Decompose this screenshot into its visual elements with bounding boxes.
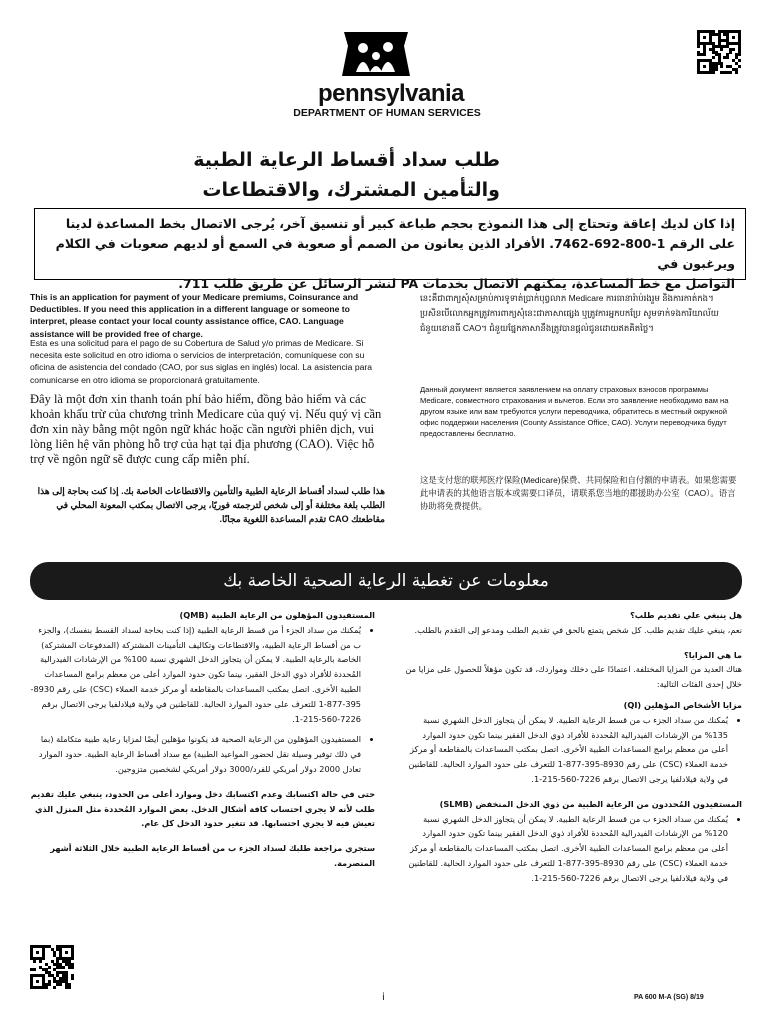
qr-module <box>715 68 718 71</box>
department-name: DEPARTMENT OF HUMAN SERVICES <box>293 107 481 119</box>
benefits-text: هناك العديد من المزايا المختلفة. اعتمادًا على دخلك ومواردك، قد تكون مؤهلاً للحصول على مزايا من خلال إحدى الفئات التالية: <box>405 664 742 690</box>
notice-line-3: التواصل مع خط المساعدة، يمكنهم الاتصال بخدمات PA لنشر الرسائل عن طريق طلب 711. <box>178 276 735 291</box>
qr-module <box>738 53 741 56</box>
qr-module <box>71 957 74 960</box>
qr-module <box>726 56 729 59</box>
qr-module <box>738 59 741 62</box>
qr-module <box>729 51 732 54</box>
qr-module <box>42 957 45 960</box>
qr-module <box>45 986 48 989</box>
spanish-notice: Esta es una solicitud para el pago de su Cobertura de Salud y/o primas de Medicare. Si necesita este solicitud en otro idioma o servicios de interpretación, comuníquese con su oficina de asistencia del condado (CAO, por sus siglas en inglés) local. La asistencia para comunicarse en otro idioma se proporcionará gratuitamente. <box>30 338 373 385</box>
title-line-1: طلب سداد أقساط الرعاية الطبية <box>193 149 500 171</box>
qr-module <box>703 36 706 39</box>
qr-module <box>712 56 715 59</box>
arabic-notice: هذا طلب لسداد أقساط الرعاية الطبية والتأمين والاقتطاعات الخاصة بك. إذا كنت بحاجة إلى هذا الطلب بلغة مختلفة أو إلى شخص لترجمته فوريًا، يرجى الاتصال بمكتب المعونة المحلي في مقاطعتك CAO تقدم المساعدة اللغوية مجانًا. <box>37 486 385 524</box>
qr-module <box>53 986 56 989</box>
income-note: حتى في حالة اكتسابك وعدم اكتسابك دخل وموارد أعلى من الحدود، ينبغي عليك تقديم طلب لأنه لا يجري احتساب كافة أشكال الدخل. بعض الموارد المُحددة مثل المنزل الذي تعيش فيه لا يجري احتسابها. قد تتغير حدود الدخل كل عام. <box>30 788 375 829</box>
qmb-heading: المستفيدون المؤهلون من الرعاية الطبية (QMB) <box>179 610 375 620</box>
qr-module <box>68 986 71 989</box>
left-column <box>30 608 375 871</box>
qr-code <box>30 945 74 989</box>
qr-module <box>33 968 36 971</box>
qr-module <box>738 65 741 68</box>
english-notice: This is an application for payment of your Medicare premiums, Coinsurance and Deductibles. If you need this application in a different language or someone to interpret, please contact your local county assistance office, CAO. Language assistance will be provided free of charge. <box>30 292 359 339</box>
qr-module <box>71 977 74 980</box>
title-line-2: والتأمين المشترك، والاقتطاعات <box>202 179 500 201</box>
review-note: ستجري مراجعة طلبك لسداد الجزء ب من أقساط الرعاية الطبية خلال الثلاثة أشهر المنصرمة. <box>50 843 375 868</box>
section-banner: معلومات عن تغطية الرعاية الصحية الخاصة بك <box>30 562 742 600</box>
qr-module <box>703 65 706 68</box>
page-number: i <box>382 992 385 1003</box>
qmb-item-2: • المستفيدون المؤهلون من الرعاية الصحية قد يكونوا مؤهلين أيضًا لمزايا رعاية طبية متكاملة (بما في ذلك توفير وسيلة نقل لحضور المواعيد الطبية) مع سداد أقساط الرعاية الطبية. حدود الموارد تعادل 2000 دولار أمريكي للفرد/3000 دولار أمريكي لشخصين متزوجين. <box>30 732 361 776</box>
vietnamese-notice: Đây là một đơn xin thanh toán phí bảo hiểm, đồng bảo hiểm và các khoản khấu trừ của chương trình Medicare của quý vị. Nếu quý vị cần đơn xin này bằng một ngôn ngữ khác hoặc cần người phiên dịch, vui lòng liên hệ văn phòng hỗ trợ của hạt tại địa phương (CAO). Việc hỗ trợ về ngôn ngữ sẽ được cung cấp miễn phí. <box>30 392 382 466</box>
qi-item: • يُمكنك من سداد الجزء ب من قسط الرعاية الطبية. لا يمكن أن يتجاوز الدخل الشهري نسبة 135% من الإرشادات الفيدرالية المُحددة للأفراد ذوي الدخل الفقير بينما تكون حدود الموارد أعلى من معظم برامج المساعدات الطبية الأخرى. اتصل بمكتب المساعدات بالمقاطعة أو مركز خدمة العملاء (CSC) على رقم 8930-395-877-1 للتعرف على حدود الموارد الحالية. للقاطنين في ولاية فيلادلفيا يرجى الاتصال برقم 7226-560-215-1. <box>404 713 728 787</box>
qr-module <box>62 966 65 969</box>
qi-heading: مزايا الأشخاص المؤهلين (QI) <box>623 699 742 710</box>
who-should-apply-heading: هل ينبغي علي تقديم طلب؟ <box>630 610 742 620</box>
qr-module <box>720 65 723 68</box>
qr-module <box>735 71 738 74</box>
qr-module <box>36 980 39 983</box>
form-number: PA 600 M-A (SG) 8/19 <box>634 994 704 1001</box>
qr-module <box>729 71 732 74</box>
brand-name: pennsylvania <box>317 80 465 107</box>
qr-module <box>33 960 36 963</box>
qr-module <box>48 983 51 986</box>
keystone-logo <box>330 28 422 78</box>
qr-module <box>36 951 39 954</box>
who-should-apply-text: نعم، ينبغي عليك تقديم طلب. كل شخص يتمتع بالحق في تقديم الطلب ومدعو إلى التقدم بالطلب. <box>414 624 742 635</box>
qr-module <box>39 960 42 963</box>
qr-module <box>732 36 735 39</box>
russian-notice: Данный документ является заявлением на оплату страховых взносов программы Medicare, совместного страхования и вычетов. Если это заявление необходимо вам на другом языке или вам требуются услуги переводчика, обратитесь в местный окружной офис поддержки населения (County Assistance Office, CAO). Услуги переводчика будут предоставлены бесплатно. <box>420 385 729 438</box>
qr-module <box>697 45 700 48</box>
benefits-heading: ما هي المزايا؟ <box>684 649 742 660</box>
qr-module <box>720 48 723 51</box>
qr-module <box>48 966 51 969</box>
accessibility-notice <box>34 208 746 291</box>
qmb-item-1: • يُمكنك من سداد الجزء أ من قسط الرعاية الطبية (إذا كنت بحاجة لسداد القسط بنفسك)، والجزء ب من أقساط الرعاية الطبية، والاقتطاعات وتكاليف التأمينات المشتركة (المدفوعات المشتركة) الخاصة بالرعاية الطبية. لا يمكن أن يتجاوز الدخل الشهري نسبة 100% من الإرشادات الفيدرالية المُحددة للأفراد ذوي الدخل الفقير، بينما تكون حدود الموارد أعلى من معظم برامج المساعدات الطبية الأخرى. اتصل بمكتب المساعدات بالمقاطعة أو مركز خدمة العملاء (CSC) على رقم 8930-395-877-1 للتعرف على حدود الموارد الحالية. للقاطنين في ولاية فيلادلفيا يرجى الاتصال برقم 7226-560-215-1. <box>30 623 361 727</box>
qr-module <box>732 48 735 51</box>
chinese-notice: 这是支付您的联邦医疗保险(Medicare)保费、共同保险和自付额的申请表。如果您需要此申请表的其他语言版本或需要口译员，请联系您当地的郡援助办公室（CAO）。语言协助将免费提供。 <box>420 475 737 511</box>
page-title <box>150 145 500 205</box>
qr-code <box>697 30 741 74</box>
notice-line-1: إذا كان لديك إعاقة وتحتاج إلى هذا النموذج بحجم طباعة كبير أو تنسيق آخر، يُرجى الاتصال بخط المساعدة لدينا <box>65 216 735 231</box>
qr-module <box>65 951 68 954</box>
slmb-item: • يُمكنك من سداد الجزء ب من قسط الرعاية الطبية. لا يمكن أن يتجاوز الدخل الشهري نسبة 120% من الإرشادات الفيدرالية المُحددة للأفراد ذوي الدخل الفقير بينما تكون حدود الموارد أعلى من معظم برامج المساعدات الطبية الأخرى. اتصل بمكتب المساعدات بالمقاطعة أو مركز خدمة العملاء (CSC) على رقم 8930-395-877-1 للتعرف على حدود الموارد الحالية. للقاطنين في ولاية فيلادلفيا يرجى الاتصال برقم 7226-560-215-1. <box>404 812 728 886</box>
qr-module <box>712 71 715 74</box>
notice-line-2: على الرقم 1-800-692-7462. الأفراد الذين يعانون من الصمم أو صعوبة في السمع أو لديهم صعوبات في الكلام ويرغبون في <box>55 236 735 271</box>
qr-module <box>703 53 706 56</box>
slmb-heading: المستفيدون المُحددون من الرعاية الطبية من ذوي الدخل المنخفض (SLMB) <box>439 798 742 809</box>
khmer-notice: នេះគឺជាពាក្យសុំសម្រាប់ការទូទាត់ប្រាក់បុព្វលាភ Medicare ការធានារ៉ាប់រងរួម និងការកាត់កង។ ប្រសិនបើលោកអ្នកត្រូវការពាក្យសុំនេះជាភាសាផ្សេង ឬត្រូវការអ្នកបកប្រែ សូមទាក់ទងការិយាល័យជំនួយខោនធី CAO។ ជំនួយផ្នែកភាសានឹងត្រូវបានផ្តល់ជូនដោយឥតគិតថ្លៃ។ <box>420 293 719 333</box>
qr-module <box>71 966 74 969</box>
qr-module <box>59 983 62 986</box>
right-column <box>404 608 742 888</box>
